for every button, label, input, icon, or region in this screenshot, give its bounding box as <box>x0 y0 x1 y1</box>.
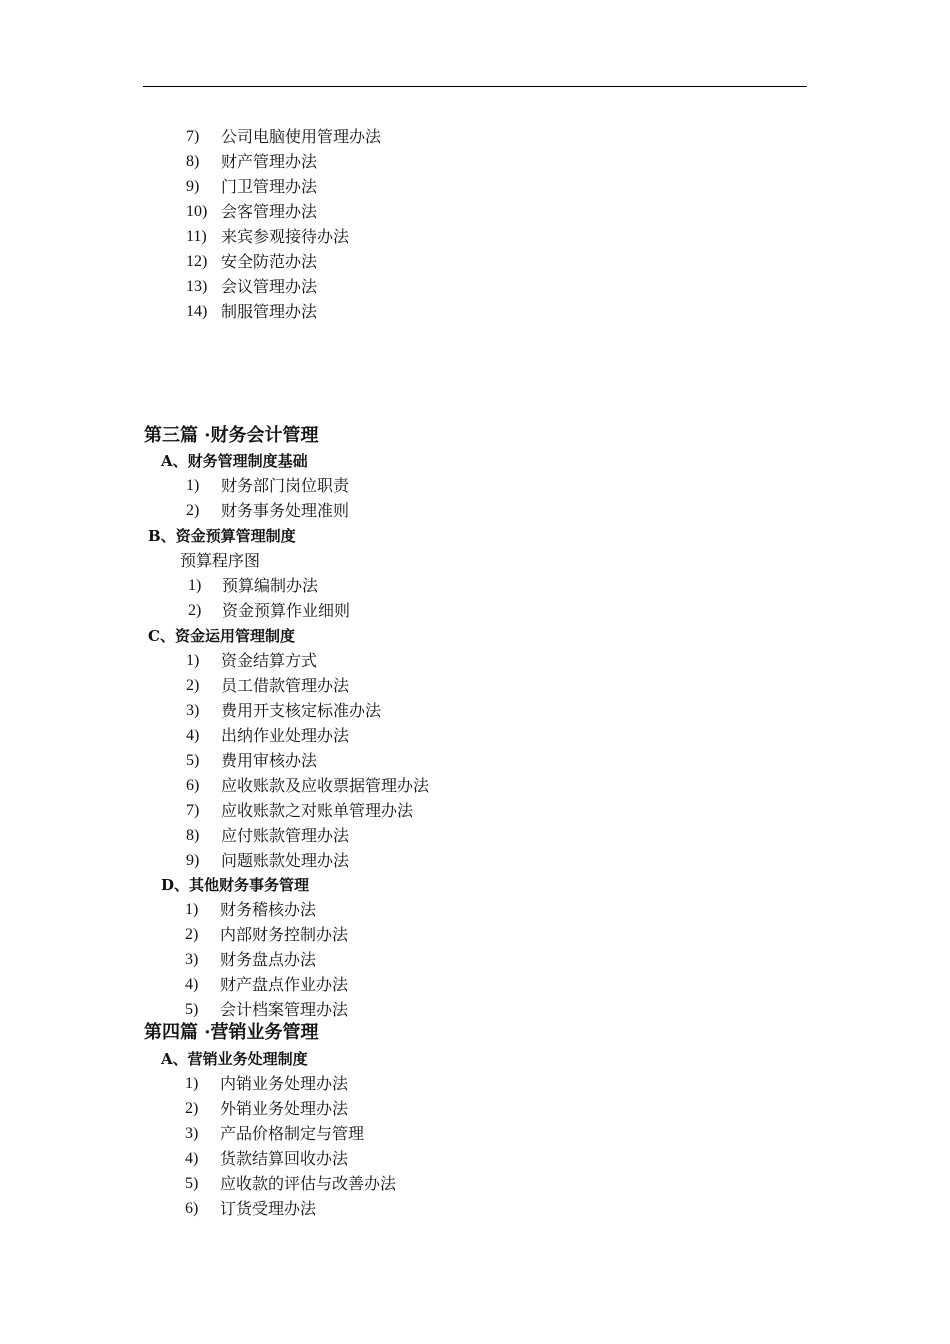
part-title: 第三篇 ·财务会计管理 <box>144 425 319 446</box>
section-heading: B、资金预算管理制度 <box>148 527 296 545</box>
header-rule <box>143 86 807 87</box>
sub-heading: 预算程序图 <box>180 551 261 570</box>
section-heading: A、财务管理制度基础 <box>161 452 308 470</box>
part-title: 第四篇 ·营销业务管理 <box>144 1022 319 1043</box>
section-heading: C、资金运用管理制度 <box>148 627 295 645</box>
section-heading: A、营销业务处理制度 <box>161 1050 308 1068</box>
section-heading: D、其他财务事务管理 <box>161 876 310 894</box>
